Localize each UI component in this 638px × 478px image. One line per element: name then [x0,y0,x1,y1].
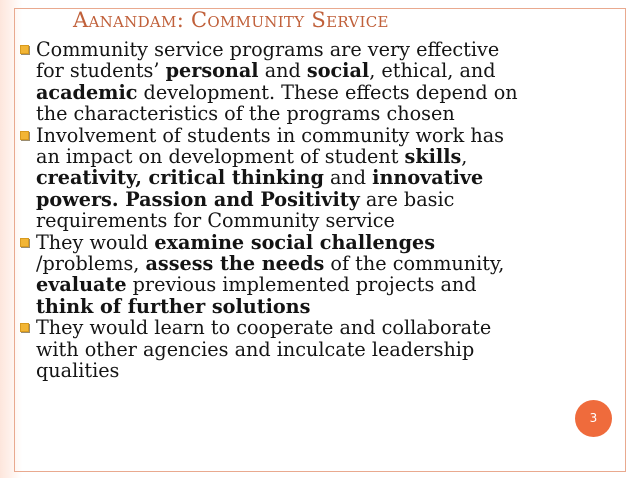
bullet-line [36,210,620,231]
bullet-item [20,317,620,381]
square-bullet-icon [20,45,29,54]
page-number-badge: 3 [575,400,612,437]
bullet-line [36,167,620,188]
text-run: the characteristics of the programs chosen [36,102,455,126]
bullet-list [20,39,620,382]
text-run: They would learn to cooperate and collaborate [36,316,492,340]
bold-text: academic [36,80,138,104]
bullet-line [36,82,620,103]
bold-text: innovative [372,166,484,190]
bold-text: personal [165,59,259,83]
bullet-line [36,60,620,81]
bullet-line [36,274,620,295]
bullet-item [20,232,620,318]
bold-text: powers. Passion and Positivity [36,187,360,211]
bullet-item [20,125,620,232]
bullet-line [36,253,620,274]
text-run: and [258,59,307,83]
text-run: Community service programs are very effective [36,38,500,61]
text-run: with other agencies and inculcate leadership [36,337,475,361]
bold-text: creativity, critical thinking [36,166,324,190]
bullet-line [36,39,620,60]
bullet-text [36,232,620,318]
text-run: /problems, [36,252,146,276]
bullet-line [36,103,620,124]
text-run: development. These effects depend on [137,80,518,104]
bold-text: skills [404,145,462,169]
bullet-item [20,39,620,125]
bullet-line [36,189,620,210]
text-run: They would [36,230,155,254]
bullet-text [36,125,620,232]
text-run: are basic [359,187,455,211]
text-run: Involvement of students in community work has [36,123,504,147]
text-run: , ethical, and [369,59,496,83]
slide-title: Aanandam: Community Service [73,8,389,32]
bold-text: think of further solutions [36,294,311,318]
bullet-line [36,146,620,167]
square-bullet-icon [20,131,29,140]
bold-text: assess the needs [145,252,325,276]
bullet-line [36,232,620,253]
square-bullet-icon [20,238,29,247]
text-run: requirements for Community service [36,209,395,233]
bullet-text [36,39,620,125]
text-run: qualities [36,359,120,383]
bullet-line [36,296,620,317]
bullet-text [36,317,620,381]
bullet-line [36,317,620,338]
text-run: an impact on development of student [36,145,405,169]
text-run: of the community, [324,252,505,276]
text-run: and [323,166,373,190]
bold-text: examine social challenges [154,230,436,254]
text-run: for students’ [36,59,166,83]
text-run: previous implemented projects and [126,273,477,297]
bold-text: evaluate [36,273,127,297]
text-run: , [461,145,468,169]
bullet-line [36,360,620,381]
bullet-line [36,339,620,360]
square-bullet-icon [20,323,29,332]
bold-text: social [306,59,370,83]
bullet-line [36,125,620,146]
